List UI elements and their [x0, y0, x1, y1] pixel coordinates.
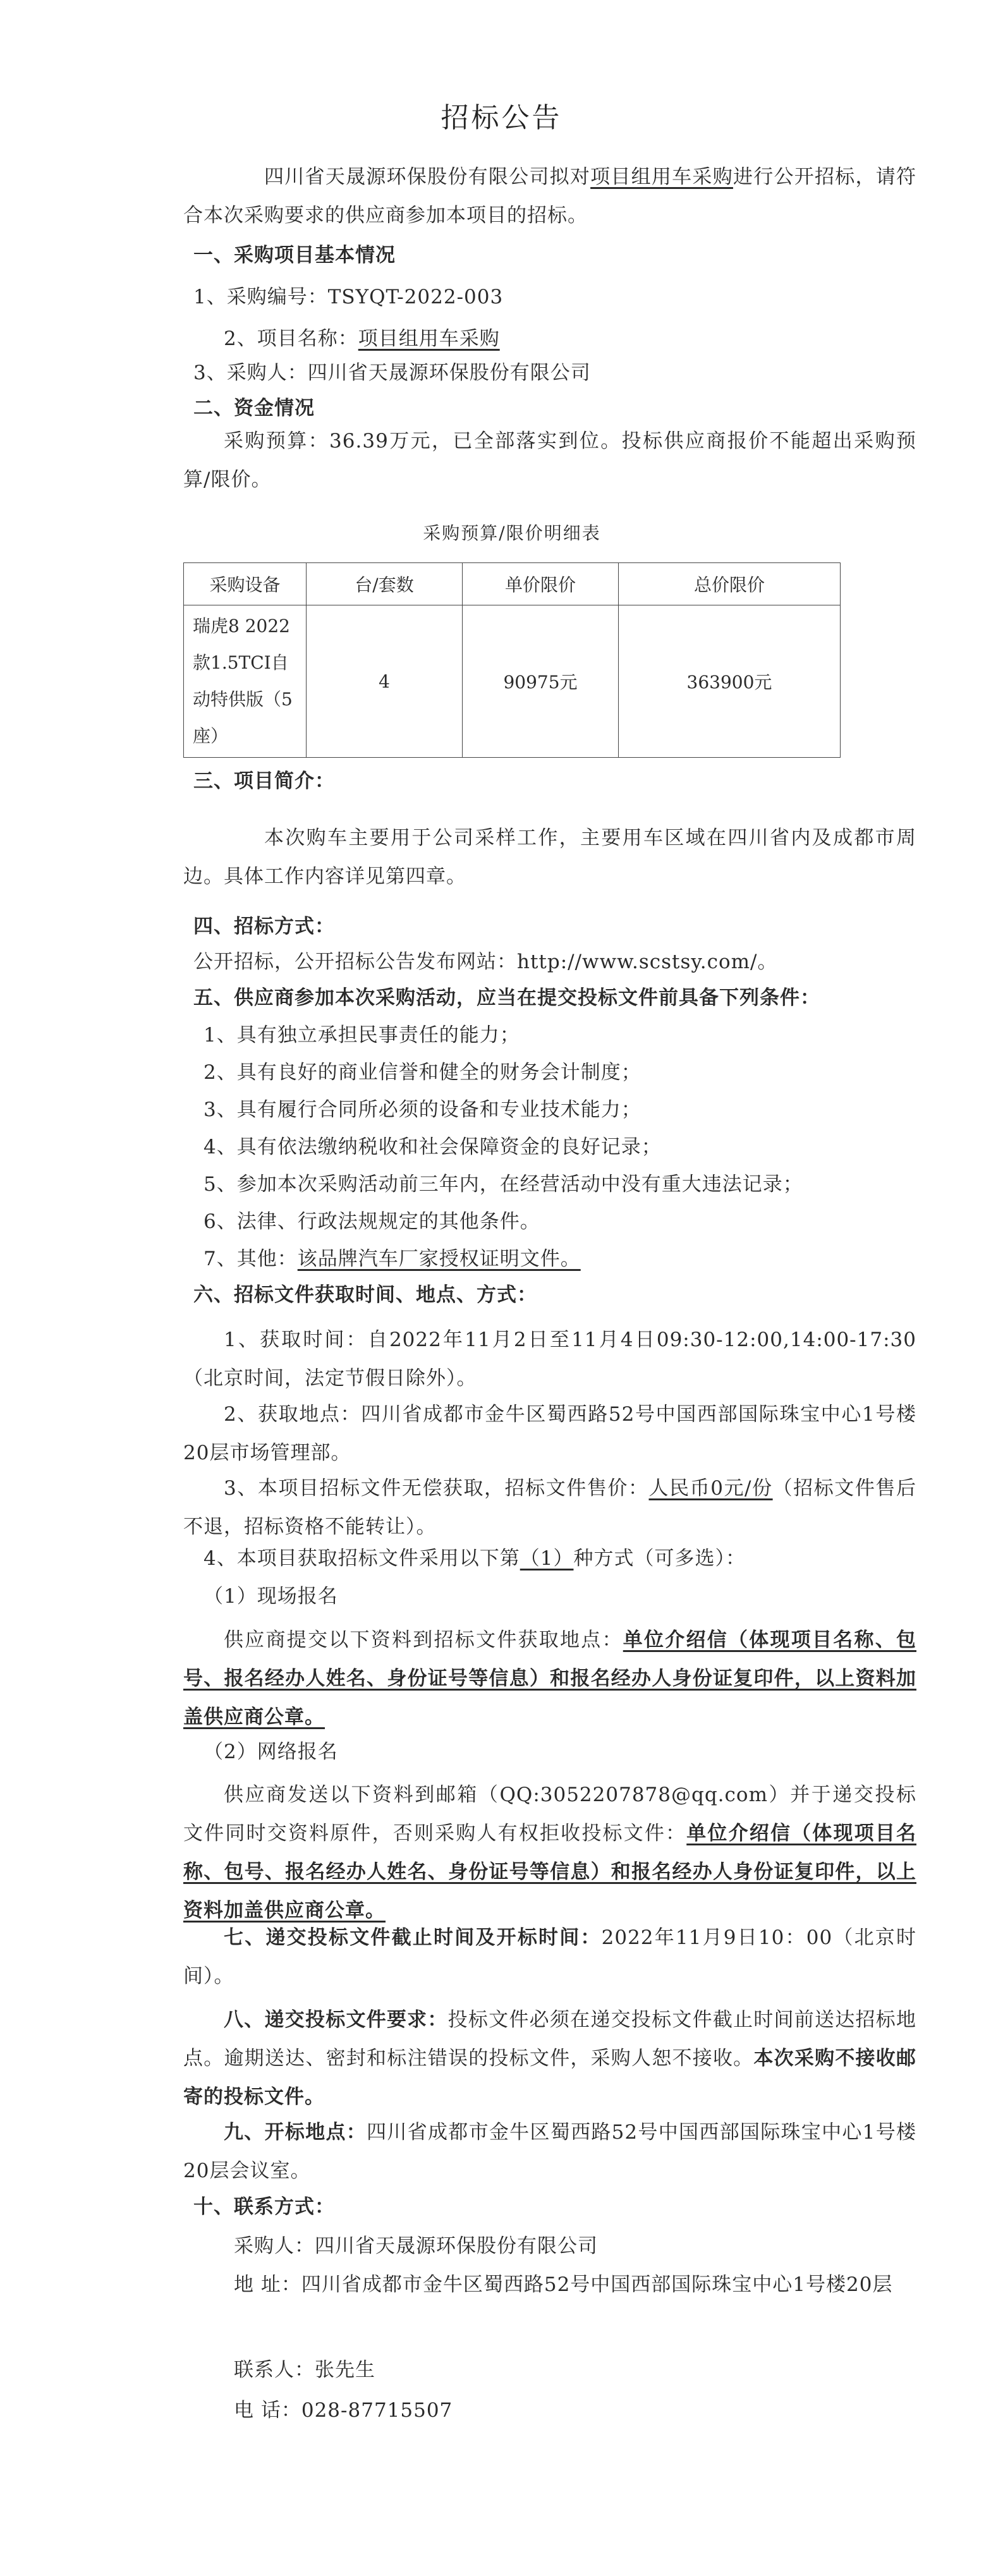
online-prefix: 供应商发送以下资料到邮箱（QQ:3052207878@qq.com）并于递交投标文件同时交资料原件，否则采购人有权拒收投标文件：: [183, 1783, 916, 1845]
section4-heading: 四、招标方式：: [193, 915, 335, 938]
condition-item-other: [204, 1242, 581, 1271]
condition-item: 4、具有依法缴纳税收和社会保障资金的良好记录；: [204, 1136, 662, 1158]
onsite-requirements: 单位介绍信（体现项目名称、包号、报名经办人姓名、身份证号等信息）和报名经办人身份证复印件，以上资料加盖供应商公章。: [183, 1629, 916, 1728]
acquire-time: 1、获取时间：自2022年11月2日至11月4日09:30-12:00,14:00-17:30（北京时间，法定节假日除外）。: [183, 1328, 916, 1390]
unit-price-cell: 90975元: [463, 605, 619, 758]
contact-purchaser: 采购人：四川省天晟源环保股份有限公司: [234, 2235, 598, 2257]
budget-paragraph: 采购预算：36.39万元，已全部落实到位。投标供应商报价不能超出采购预算/限价。: [183, 430, 916, 491]
table-caption: 采购预算/限价明细表: [423, 523, 601, 544]
intro-project-name: 项目组用车采购: [590, 166, 733, 188]
acquire-place: 2、获取地点：四川省成都市金牛区蜀西路52号中国西部国际珠宝中心1号楼20层市场管理部。: [183, 1403, 916, 1464]
project-summary: 本次购车主要用于公司采样工作，主要用车区域在四川省内及成都市周边。具体工作内容详见第四章。: [183, 827, 916, 888]
onsite-registration-text: [183, 1621, 916, 1737]
table-row: [184, 605, 841, 758]
project-name-value: 项目组用车采购: [358, 327, 500, 350]
page-title: 招标公告: [441, 102, 562, 134]
budget-table: [183, 562, 841, 758]
intro-prefix: 四川省天晟源环保股份有限公司拟对: [264, 166, 591, 188]
section2-heading: 二、资金情况: [193, 397, 315, 420]
project-name-label: 2、项目名称：: [224, 327, 358, 350]
opening-location: 四川省成都市金牛区蜀西路52号中国西部国际珠宝中心1号楼20层会议室。: [183, 2121, 917, 2182]
table-header-cell: 台/套数: [307, 563, 463, 605]
condition-item: 5、参加本次采购活动前三年内，在经营活动中没有重大违法记录；: [204, 1173, 803, 1196]
online-requirements: 单位介绍信（体现项目名称、包号、报名经办人姓名、身份证号等信息）和报名经办人身份证复印件，以上资料加盖供应商公章。: [183, 1822, 916, 1922]
onsite-prefix: 供应商提交以下资料到招标文件获取地点：: [224, 1629, 623, 1651]
section8-paragraph: [183, 2001, 916, 2117]
document-fee: [183, 1469, 916, 1546]
contact-person: 联系人：张先生: [234, 2359, 375, 2381]
method-suffix: 种方式（可多选）：: [573, 1547, 746, 1570]
section9-heading: 九、开标地点：: [224, 2121, 367, 2144]
other-label: 7、其他：: [204, 1248, 298, 1270]
intro-paragraph: [183, 158, 916, 235]
section9-paragraph: [183, 2113, 916, 2190]
purchase-number: 1、采购编号：TSYQT-2022-003: [193, 286, 504, 308]
method-prefix: 4、本项目获取招标文件采用以下第: [204, 1547, 520, 1570]
quantity-cell: 4: [307, 605, 463, 758]
method-value: （1）: [520, 1547, 574, 1570]
section3-heading: 三、项目简介：: [193, 770, 335, 793]
no-mail-notice: 本次采购不接收邮寄的投标文件。: [183, 2047, 917, 2108]
condition-item: 1、具有独立承担民事责任的能力；: [204, 1024, 520, 1047]
section7-paragraph: [183, 1919, 916, 1996]
intro-suffix: 进行公开招标，请符合本次采购要求的供应商参加本项目的招标。: [183, 166, 917, 227]
purchaser: 3、采购人：四川省天晟源环保股份有限公司: [193, 361, 591, 384]
online-registration-label: （2）网络报名: [204, 1741, 338, 1763]
project-name: [224, 322, 500, 351]
table-header-cell: 总价限价: [619, 563, 841, 605]
total-price-cell: 363900元: [619, 605, 841, 758]
condition-item: 2、具有良好的商业信誉和健全的财务会计制度；: [204, 1061, 641, 1084]
fee-value: 人民币0元/份: [648, 1477, 773, 1500]
acquire-method: [204, 1542, 746, 1571]
section7-heading: 七、递交投标文件截止时间及开标时间：: [224, 1926, 602, 1949]
contact-address: 地 址：四川省成都市金牛区蜀西路52号中国西部国际珠宝中心1号楼20层: [234, 2273, 893, 2296]
contact-phone: 电 话：028-87715507: [234, 2399, 453, 2422]
section8-heading: 八、递交投标文件要求：: [224, 2008, 448, 2031]
submission-requirements: 投标文件必须在递交投标文件截止时间前送达招标地点。逾期送达、密封和标注错误的投标文件，采购人恕不接收。: [183, 2008, 917, 2070]
section10-heading: 十、联系方式：: [193, 2196, 335, 2218]
section5-heading: 五、供应商参加本次采购活动，应当在提交投标文件前具备下列条件：: [193, 987, 820, 1009]
online-registration-text: [183, 1776, 916, 1930]
device-cell: 瑞虎8 2022款1.5TCI自动特供版（5座）: [184, 605, 307, 758]
table-header-row: [184, 563, 841, 605]
deadline-text: 2022年11月9日10：00（北京时间）。: [183, 1926, 916, 1988]
table-header-cell: 单价限价: [463, 563, 619, 605]
fee-suffix: （招标文件售后不退，招标资格不能转让）。: [183, 1477, 916, 1538]
bidding-method: 公开招标，公开招标公告发布网站：http://www.scstsy.com/。: [193, 951, 778, 973]
section6-heading: 六、招标文件获取时间、地点、方式：: [193, 1284, 537, 1306]
table-header-cell: 采购设备: [184, 563, 307, 605]
onsite-registration-label: （1）现场报名: [204, 1585, 338, 1608]
condition-item: 3、具有履行合同所必须的设备和专业技术能力；: [204, 1098, 641, 1121]
section1-heading: 一、采购项目基本情况: [193, 244, 396, 267]
fee-prefix: 3、本项目招标文件无偿获取，招标文件售价：: [224, 1477, 649, 1500]
condition-item: 6、法律、行政法规规定的其他条件。: [204, 1210, 540, 1233]
other-value: 该品牌汽车厂家授权证明文件。: [297, 1248, 581, 1270]
